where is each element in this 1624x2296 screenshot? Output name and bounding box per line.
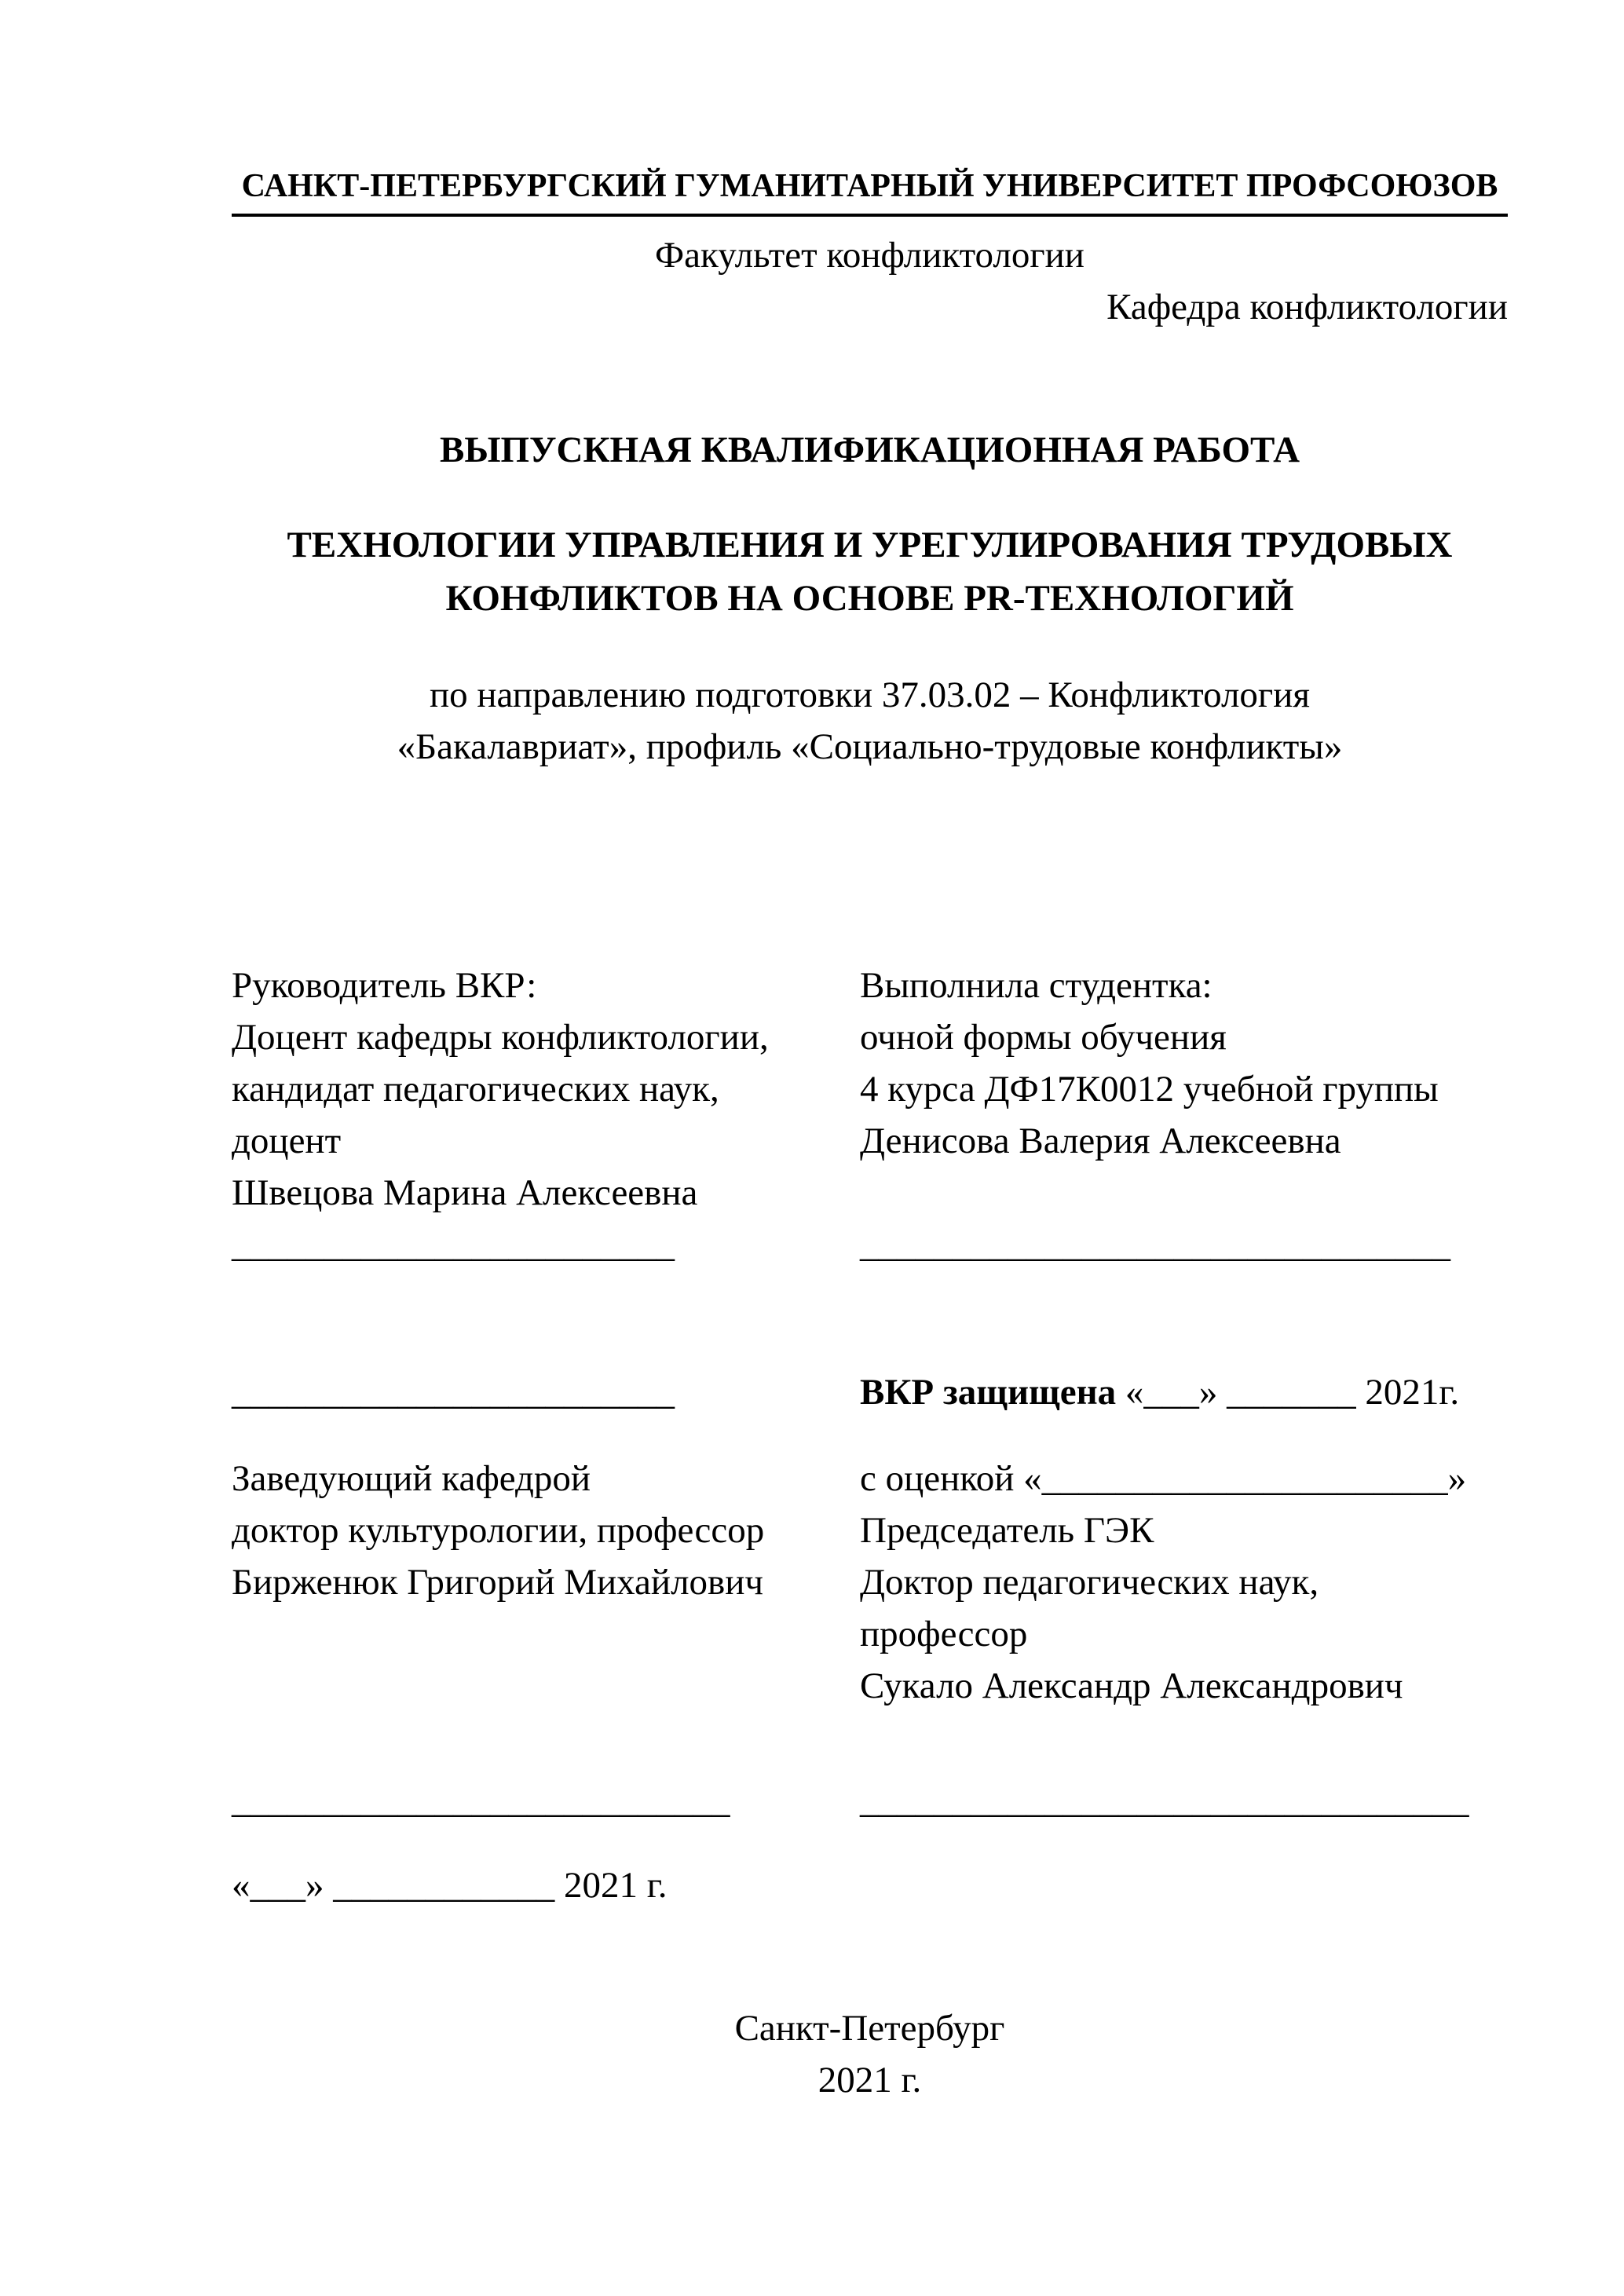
supervisor-block (232, 960, 860, 1270)
student-heading: Выполнила студентка: (860, 965, 1213, 1006)
supervisor-signature-line: ________________________ (232, 1224, 675, 1265)
thesis-title-line-2: КОНФЛИКТОВ НА ОСНОВЕ PR-ТЕХНОЛОГИЙ (445, 578, 1294, 619)
student-signature-line: ________________________________ (860, 1224, 1450, 1265)
chairman-line: Сукало Александр Александрович (860, 1665, 1403, 1706)
chairman-block (860, 1453, 1508, 1712)
grade-line: с оценкой «______________________» (860, 1458, 1467, 1499)
head-line: Бирженюк Григорий Михайлович (232, 1562, 764, 1603)
head-signature-line-upper: ________________________ (232, 1372, 675, 1413)
supervisor-line: Доцент кафедры конфликтологии, (232, 1017, 769, 1058)
head-date-line: «___» ____________ 2021 г. (232, 1865, 668, 1906)
thesis-title (232, 518, 1508, 625)
student-line: 4 курса ДФ17К0012 учебной группы (860, 1069, 1439, 1110)
program-line-2: «Бакалавриат», профиль «Социально-трудовые конфликты» (397, 726, 1343, 767)
footer-city: Санкт-Петербург (734, 2008, 1005, 2049)
supervisor-line: Швецова Марина Алексеевна (232, 1172, 698, 1213)
head-line: Заведующий кафедрой (232, 1458, 591, 1499)
chairman-signature-line: _________________________________ (860, 1780, 1469, 1821)
defense-statement (860, 1366, 1508, 1418)
student-line: Денисова Валерия Алексеевна (860, 1121, 1341, 1161)
department-name: Кафедра конфликтологии (1106, 287, 1508, 327)
student-block (860, 960, 1508, 1270)
supervisor-heading: Руководитель ВКР: (232, 965, 537, 1006)
program-line-1: по направлению подготовки 37.03.02 – Конфликтология (430, 675, 1310, 715)
footer-year: 2021 г. (817, 2060, 922, 2100)
faculty-name: Факультет конфликтологии (655, 235, 1084, 276)
program-info (232, 669, 1508, 773)
defense-label: ВКР защищена (860, 1372, 1117, 1413)
chairman-line: Председатель ГЭК (860, 1510, 1154, 1551)
head-line: доктор культурологии, профессор (232, 1510, 765, 1551)
university-name: САНКТ-ПЕТЕРБУРГСКИЙ ГУМАНИТАРНЫЙ УНИВЕРСИТЕТ ПРОФСОЮЗОВ (232, 166, 1508, 217)
chairman-line: профессор (860, 1614, 1028, 1654)
student-line: очной формы обучения (860, 1017, 1227, 1058)
head-signature-line-lower: ___________________________ (232, 1780, 730, 1821)
defense-date-blank: «___» _______ 2021г. (1116, 1372, 1460, 1413)
supervisor-line: доцент (232, 1121, 342, 1161)
work-type-heading: ВЫПУСКНАЯ КВАЛИФИКАЦИОННАЯ РАБОТА (439, 430, 1300, 470)
chairman-line: Доктор педагогических наук, (860, 1562, 1319, 1603)
thesis-title-line-1: ТЕХНОЛОГИИ УПРАВЛЕНИЯ И УРЕГУЛИРОВАНИЯ ТРУДОВЫХ (287, 525, 1453, 565)
head-of-department-block (232, 1453, 860, 1608)
footer-block (232, 2002, 1508, 2106)
supervisor-line: кандидат педагогических наук, (232, 1069, 719, 1110)
